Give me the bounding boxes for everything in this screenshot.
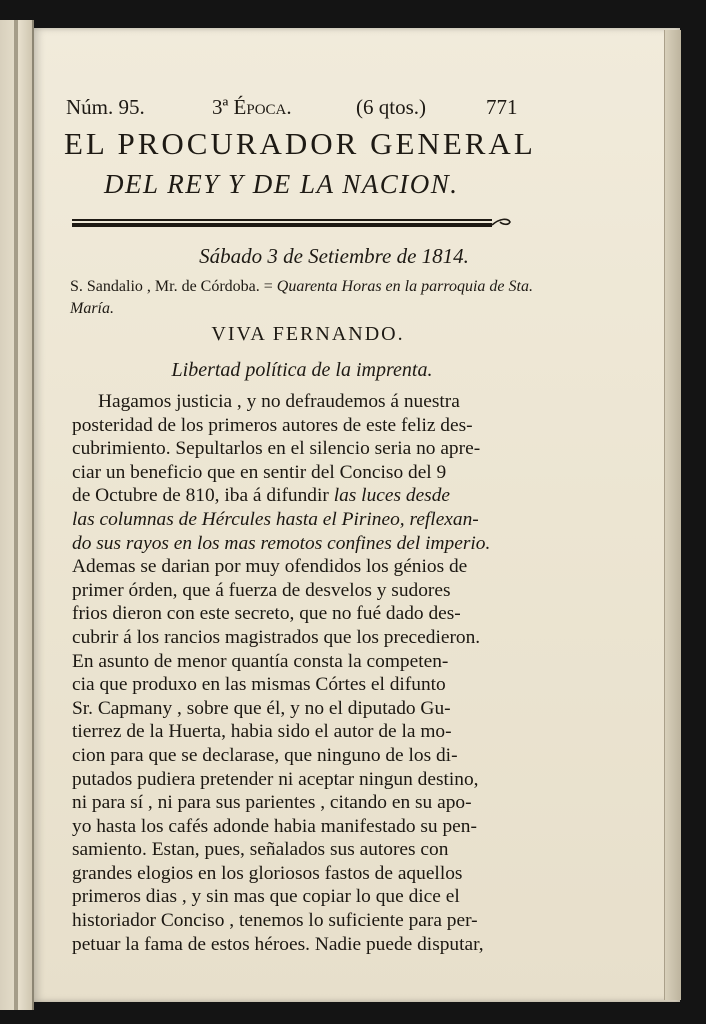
body-line: ciar un beneficio que en sentir del Conciso del 9	[72, 461, 447, 483]
body-line: cia que produxo en las mismas Córtes el difunto	[72, 674, 446, 696]
issue-date: Sábado 3 de Setiembre de 1814.	[199, 244, 469, 268]
saints-of-the-day	[70, 276, 540, 320]
ornamental-rule	[72, 216, 512, 230]
page-stack-edge	[664, 30, 681, 1000]
body-line: las columnas de Hércules hasta el Pirineo, reflexan-	[72, 508, 479, 530]
body-line: petuar la fama de estos héroes. Nadie puede disputar,	[72, 933, 484, 955]
body-line: frios dieron con este secreto, que no fué dado des-	[72, 603, 461, 625]
saints-text: S. Sandalio , Mr. de Córdoba. =	[70, 278, 277, 295]
issue-number: Núm. 95.	[66, 95, 145, 119]
body-line	[72, 484, 562, 508]
body-line: tierrez de la Huerta, habia sido el autor de la mo-	[72, 721, 452, 743]
body-line-italic: las luces desde	[333, 485, 451, 507]
binding-gutter	[14, 20, 18, 1010]
body-line: Hagamos justicia , y no defraudemos á nuestra	[98, 391, 460, 412]
body-line: samiento. Estan, pues, señalados sus autores con	[72, 839, 449, 861]
newspaper-subtitle: DEL REY Y DE LA NACION.	[104, 169, 459, 199]
body-line: cubrimiento. Sepultarlos en el silencio seria no apre-	[72, 438, 481, 460]
body-line-roman: de Octubre de 810, iba á difundir	[72, 485, 334, 507]
body-line: posteridad de los primeros autores de este feliz des-	[72, 414, 473, 436]
epoch-label: 3ª Época.	[212, 95, 292, 119]
page-number: 771	[486, 95, 518, 119]
viva-heading: VIVA FERNANDO.	[211, 323, 405, 345]
body-line: cion para que se declarase, que ninguno de los di-	[72, 744, 458, 766]
body-line: putados pudiera pretender ni aceptar ningun destino,	[72, 768, 479, 790]
body-line: grandes elogios en los gloriosos fastos de aquellos	[72, 862, 463, 884]
saints-italic: Quarenta Horas en la parroquia de Sta. María.	[70, 278, 533, 317]
body-line: yo hasta los cafés adonde habia manifestado su pen-	[72, 815, 477, 837]
body-line: ni para sí , ni para sus parientes , citando en su apo-	[72, 792, 472, 814]
article-title: Libertad política de la imprenta.	[171, 359, 433, 381]
body-line: primer órden, que á fuerza de desvelos y sudores	[72, 579, 451, 601]
newspaper-title: EL PROCURADOR GENERAL	[64, 126, 536, 161]
sheet-count: (6 qtos.)	[356, 95, 426, 119]
body-line: historiador Conciso , tenemos lo suficiente para per-	[72, 910, 478, 932]
masthead-row	[66, 92, 566, 122]
body-line: Ademas se darian por muy ofendidos los génios de	[72, 556, 468, 578]
body-line: cubrir á los rancios magistrados que los precedieron.	[72, 626, 481, 648]
body-line: primeros dias , y sin mas que copiar lo que dice el	[72, 886, 460, 908]
body-line: do sus rayos en los mas remotos confines del imperio.	[72, 532, 491, 554]
body-line: Sr. Capmany , sobre que él, y no el diputado Gu-	[72, 697, 451, 719]
newspaper-page	[34, 28, 680, 1002]
article-body	[72, 390, 562, 956]
body-line: En asunto de menor quantía consta la competen-	[72, 650, 449, 672]
